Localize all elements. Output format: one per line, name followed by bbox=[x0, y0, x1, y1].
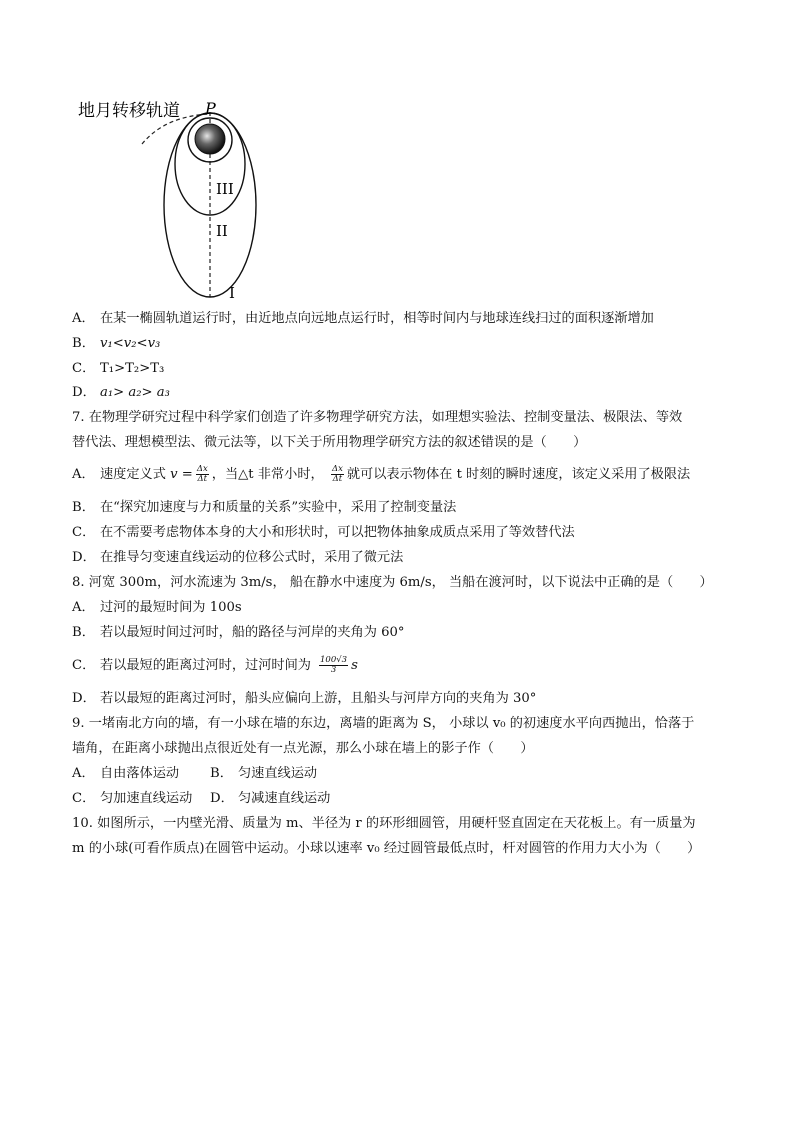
q7-stem-line-1: 7. 在物理学研究过程中科学家们创造了许多物理学研究方法，如理想实验法、控制变量法、极限法、等效 bbox=[72, 410, 683, 425]
time-unit: s bbox=[351, 658, 358, 673]
time-fraction bbox=[319, 656, 348, 675]
option-letter: C． bbox=[72, 361, 96, 376]
option-text-mid: ，当△t 非常小时， bbox=[211, 467, 324, 482]
q9-options-row-2 bbox=[72, 790, 330, 808]
fraction-numerator: 100√3 bbox=[320, 655, 348, 665]
velocity-fraction bbox=[196, 465, 209, 484]
q8-option-b bbox=[72, 624, 405, 642]
point-p-label: P bbox=[205, 99, 216, 118]
option-text: 在“探究加速度与力和质量的关系”实验中，采用了控制变量法 bbox=[100, 500, 457, 515]
orbit-label-text: 地月转移轨道 bbox=[78, 101, 180, 121]
option-letter: D． bbox=[72, 550, 96, 565]
velocity-symbol: v = bbox=[170, 467, 193, 482]
option-letter: C． bbox=[72, 525, 96, 540]
q7-stem-line-2: 替代法、理想模型法、微元法等，以下关于所用物理学研究方法的叙述错误的是（ ） bbox=[72, 435, 587, 450]
option-letter: D． bbox=[72, 385, 96, 400]
option-letter: C． bbox=[72, 658, 96, 673]
option-letter: A． bbox=[72, 311, 95, 326]
option-letter: A． bbox=[72, 766, 95, 781]
option-text: a₁> a₂> a₃ bbox=[100, 385, 170, 400]
option-text-pre: 速度定义式 bbox=[100, 467, 166, 482]
q6-option-b bbox=[72, 335, 160, 353]
option-letter: D． bbox=[210, 791, 234, 806]
option-letter: A． bbox=[72, 600, 95, 615]
option-text: 若以最短时间过河时，船的路径与河岸的夹角为 60° bbox=[100, 625, 405, 640]
fraction-denominator: 3 bbox=[330, 665, 337, 675]
q8-option-c bbox=[72, 656, 358, 675]
option-letter: B． bbox=[72, 336, 95, 351]
fraction-denominator: Δt bbox=[197, 474, 208, 484]
option-letter: B． bbox=[210, 766, 233, 781]
q8-stem: 8. 河宽 300m，河水流速为 3m/s， 船在静水中速度为 6m/s， 当船在渡河时，以下说法中正确的是（ ） bbox=[72, 575, 713, 590]
fraction-numerator: Δx bbox=[331, 464, 343, 474]
label-III: III bbox=[216, 180, 234, 198]
q7-option-a bbox=[72, 465, 690, 484]
fraction-denominator: Δt bbox=[332, 474, 343, 484]
option-text: 在不需要考虑物体本身的大小和形状时，可以把物体抽象成质点采用了等效替代法 bbox=[100, 525, 575, 540]
q6-option-c bbox=[72, 360, 164, 378]
q7-option-d bbox=[72, 549, 403, 567]
option-text-pre: 若以最短的距离过河时，过河时间为 bbox=[100, 658, 311, 673]
fraction-numerator: Δx bbox=[196, 464, 208, 474]
option-text: 过河的最短时间为 100s bbox=[100, 600, 242, 615]
option-letter: B． bbox=[72, 500, 95, 515]
q9-stem-line-1: 9. 一堵南北方向的墙，有一小球在墙的东边，离墙的距离为 S， 小球以 v₀ 的初速度水平向西抛出，恰落于 bbox=[72, 716, 695, 731]
q7-option-c bbox=[72, 524, 575, 542]
q9-option-a-text: 自由落体运动 bbox=[100, 766, 180, 781]
q9-option-d-text: 匀减速直线运动 bbox=[238, 791, 331, 806]
q6-option-a bbox=[72, 310, 654, 328]
option-letter: A． bbox=[72, 467, 95, 482]
q10-stem-line-2: m 的小球(可看作质点)在圆管中运动。小球以速率 v₀ 经过圆管最低点时，杆对圆管的作用力大小为（ ） bbox=[72, 841, 701, 856]
option-letter: D． bbox=[72, 691, 96, 706]
q6-option-d bbox=[72, 384, 170, 402]
q8-option-d bbox=[72, 690, 536, 708]
q8-option-a bbox=[72, 599, 242, 617]
q9-stem-line-2: 墙角，在距离小球抛出点很近处有一点光源，那么小球在墙上的影子作（ ） bbox=[72, 741, 534, 756]
label-I: I bbox=[229, 284, 235, 302]
moon-body bbox=[195, 124, 225, 154]
q9-option-b-text: 匀速直线运动 bbox=[238, 766, 318, 781]
option-text: T₁>T₂>T₃ bbox=[100, 361, 165, 376]
option-text-tail: 就可以表示物体在 t 时刻的瞬时速度，该定义采用了极限法 bbox=[346, 467, 691, 482]
option-text: 在推导匀变速直线运动的位移公式时，采用了微元法 bbox=[100, 550, 404, 565]
velocity-fraction-2 bbox=[331, 465, 344, 484]
orbit-figure bbox=[70, 92, 290, 307]
q9-options-row-1 bbox=[72, 765, 317, 783]
option-letter: C． bbox=[72, 791, 96, 806]
q10-stem-line-1: 10. 如图所示，一内壁光滑、质量为 m、半径为 r 的环形细圆管，用硬杆竖直固定在天花板上。有一质量为 bbox=[72, 816, 696, 831]
option-text: 若以最短的距离过河时，船头应偏向上游，且船头与河岸方向的夹角为 30° bbox=[100, 691, 537, 706]
q7-option-b bbox=[72, 499, 456, 517]
option-letter: B． bbox=[72, 625, 95, 640]
option-text: 在某一椭圆轨道运行时，由近地点向远地点运行时，相等时间内与地球连线扫过的面积逐渐增加 bbox=[100, 311, 654, 326]
label-II: II bbox=[216, 222, 228, 240]
option-text: v₁<v₂<v₃ bbox=[100, 336, 161, 351]
q9-option-c-text: 匀加速直线运动 bbox=[100, 791, 193, 806]
